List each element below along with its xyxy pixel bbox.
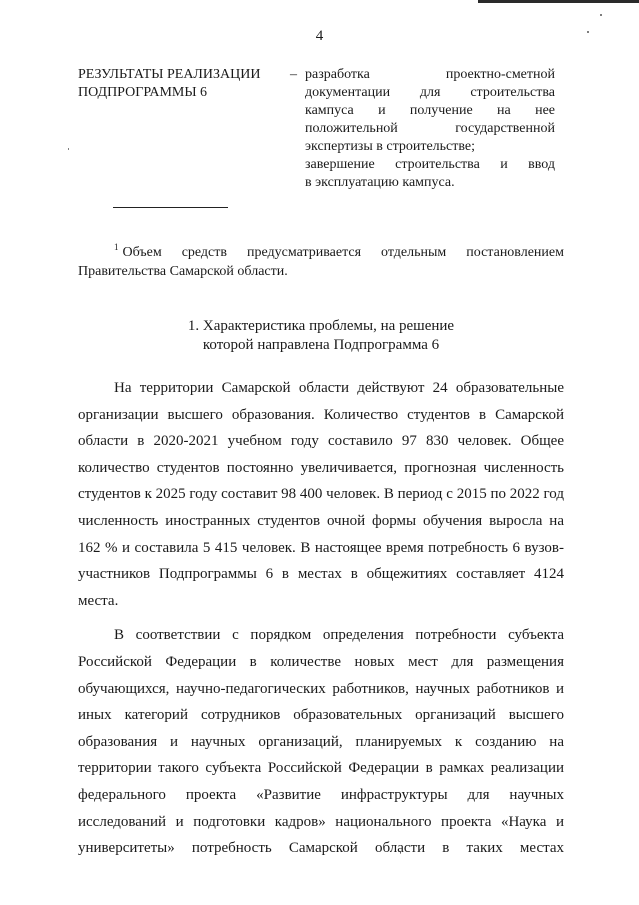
results-line: разработка проектно-сметной: [305, 67, 555, 82]
footnote: [78, 243, 564, 281]
section-heading-line: которой направлена Подпрограмма 6: [202, 337, 440, 353]
body-text: [78, 375, 564, 870]
scan-speck: [600, 14, 602, 16]
footnote-text: Объем средств предусматривается отдельным постановлением Правительства Самарской области.: [78, 245, 564, 279]
results-line: завершение строительства и ввод: [305, 157, 555, 172]
results-line: в эксплуатацию кампуса.: [305, 175, 455, 190]
section-heading-line: 1. Характеристика проблемы, на решение: [187, 318, 455, 334]
results-dash: –: [290, 67, 297, 82]
paragraph: В соответствии с порядком определения потребности субъекта Российской Федерации в количестве новых мест для размещения обучающихся, научно-педагогических работников, научных работников и иных категорий сотрудников образовательных организаций высшего образования и научных организаций, планируемых к созданию на территории такого субъекта Российской Федерации в рамках реализации федерального проекта «Развитие инфраструктуры для научных исследований и подготовки кадров» национального проекта «Наука и университеты» потребность Самарской области в таких местах: [78, 627, 564, 857]
paragraph: На территории Самарской области действуют 24 образовательные организации высшего образования. Количество студентов в Самарской области в 2020-2021 учебном году составило 97 830 человек. Общее количество студентов постоянно увеличивается, прогнозная численность студентов к 2025 году составит 98 400 человек. В период с 2015 по 2022 год численность иностранных студентов очной формы обучения выросла на 162 % и составила 5 415 человек. В настоящее время потребность 6 вузов- участников Подпрограммы 6 в местах в общежитиях составляет 4124 места.: [78, 380, 564, 609]
results-line: документации для строительства: [305, 85, 555, 100]
results-description: [305, 66, 555, 192]
results-label: РЕЗУЛЬТАТЫ РЕАЛИЗАЦИИ ПОДПРОГРАММЫ 6: [78, 67, 261, 100]
scan-speck: [68, 148, 69, 150]
results-line: экспертизы в строительстве;: [305, 139, 476, 154]
page-number: 4: [315, 28, 324, 44]
scan-edge-mark: [478, 0, 639, 3]
footnote-marker: 1: [114, 242, 119, 252]
results-line: кампуса и получение на нее: [305, 103, 555, 118]
footnote-separator: [113, 207, 228, 208]
results-line: положительной государственной: [305, 121, 555, 136]
section-heading: [78, 317, 564, 355]
